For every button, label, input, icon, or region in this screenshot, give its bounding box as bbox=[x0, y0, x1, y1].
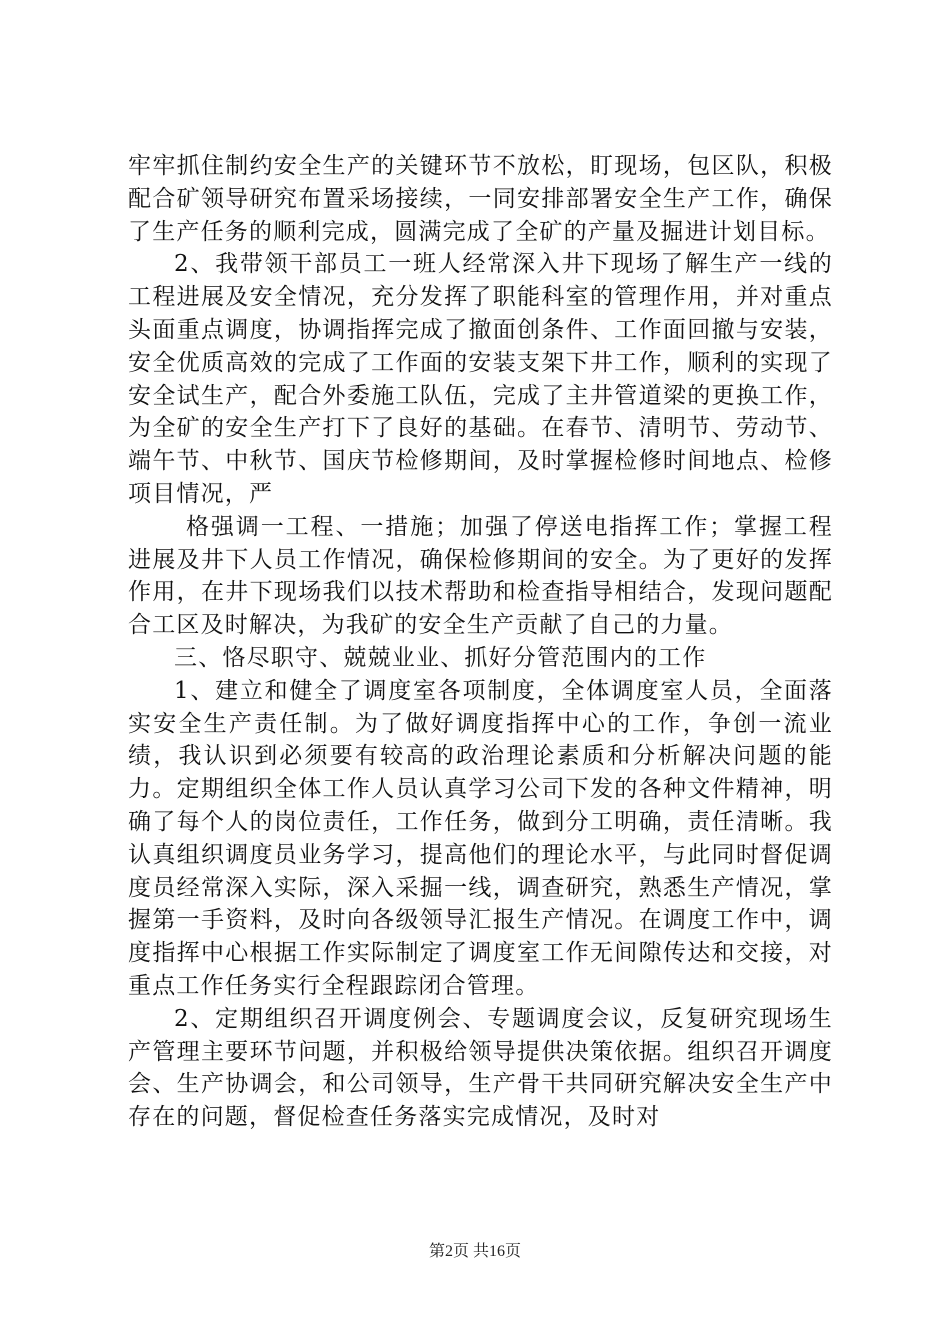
paragraph-maintenance-safety: 格强调一工程、一措施；加强了停送电指挥工作；掌握工程进展及井下人员工作情况，确保检修期间的安全。为了更好的发挥作用，在井下现场我们以技术帮助和检查指导相结合，发现问题配合工区及时解决，为我矿的安全生产贡献了自己的力量。 bbox=[128, 513, 833, 639]
document-body bbox=[128, 150, 833, 1134]
paragraph-item-2-meetings: 2、定期组织召开调度例会、专题调度会议，反复研究现场生产管理主要环节问题，并积极给领导提供决策依据。组织召开调度会、生产协调会，和公司领导，生产骨干共同研究解决安全生产中存在的问题，督促检查任务落实完成情况，及时对 bbox=[128, 1005, 833, 1131]
page-number-footer: 第2页 共16页 bbox=[428, 1243, 521, 1260]
paragraph-continuation: 牢牢抓住制约安全生产的关键环节不放松，盯现场，包区队，积极配合矿领导研究布置采场接续，一同安排部署安全生产工作，确保了生产任务的顺利完成，圆满完成了全矿的产量及掘进计划目标。 bbox=[128, 153, 833, 245]
paragraph-item-2-field-work: 2、我带领干部员工一班人经常深入井下现场了解生产一线的工程进展及安全情况，充分发挥了职能科室的管理作用，并对重点头面重点调度，协调指挥完成了撤面创条件、工作面回撤与安装，安全优质高效的完成了工作面的安装支架下井工作，顺利的实现了安全试生产，配合外委施工队伍，完成了主井管道梁的更换工作，为全矿的安全生产打下了良好的基础。在春节、清明节、劳动节、端午节、中秋节、国庆节检修期间，及时掌握检修时间地点、检修项目情况，严 bbox=[128, 251, 833, 507]
section-heading-3: 三、恪尽职守、兢兢业业、抓好分管范围内的工作 bbox=[174, 644, 707, 671]
paragraph-item-1-regulations: 1、建立和健全了调度室各项制度，全体调度室人员，全面落实安全生产责任制。为了做好调度指挥中心的工作，争创一流业绩，我认识到必须要有较高的政治理论素质和分析解决问题的能力。定期组织全体工作人员认真学习公司下发的各种文件精神，明确了每个人的岗位责任，工作任务，做到分工明确，责任清晰。我认真组织调度员业务学习，提高他们的理论水平，与此同时督促调度员经常深入实际，深入采掘一线，调查研究，熟悉生产情况，掌握第一手资料，及时向各级领导汇报生产情况。在调度工作中，调度指挥中心根据工作实际制定了调度室工作无间隙传达和交接，对重点工作任务实行全程跟踪闭合管理。 bbox=[128, 677, 833, 999]
